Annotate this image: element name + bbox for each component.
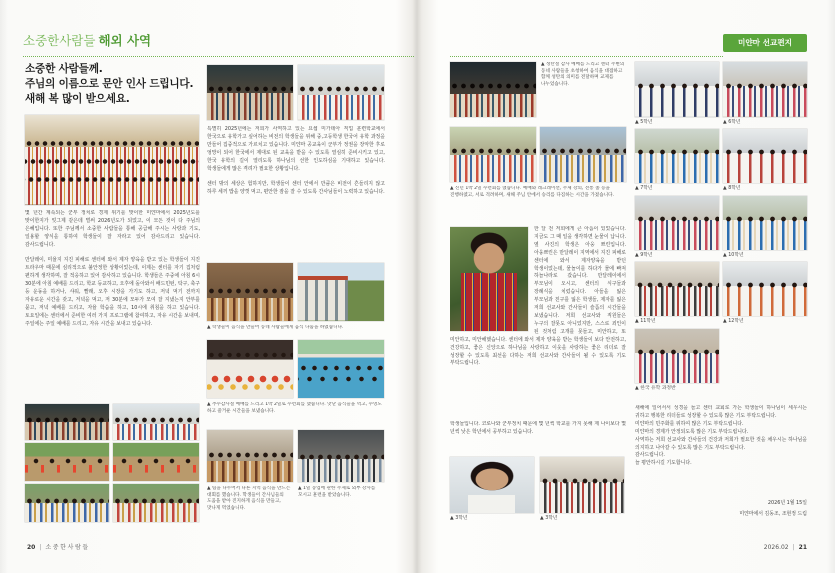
photo-outdoor-activity xyxy=(113,484,199,522)
letter-headline xyxy=(25,62,203,107)
photo-student-portrait xyxy=(450,457,534,513)
prayer-line: 새해에 일어서서 성경을 들고 센터 교회로 가는 학생들이 하나님이 세우시는 귀하고 행복한 리더들로 성장할 수 있도록 많은 기도 부탁드립니다. xyxy=(635,405,807,419)
headline-line: 소중한 사람들께. xyxy=(25,63,103,75)
caption-farming-training: ▲ 1일 농업에 관한 주제로 외부 강사를 모시고 훈련을 받았습니다. xyxy=(298,486,376,498)
photo-village-building xyxy=(298,263,384,321)
photo-outdoor-games xyxy=(25,443,109,481)
photo-grade-11 xyxy=(635,262,719,316)
footer-separator: | xyxy=(39,544,42,551)
photo-memorial-boy xyxy=(450,227,528,331)
photo-outdoor-group xyxy=(25,484,109,522)
letter-signature: 미얀마에서 김동조, 조현정 드림 xyxy=(739,511,807,517)
prayer-line: 늘 평안하시길 기도합니다. xyxy=(635,460,692,467)
photo-dinner-gathering xyxy=(207,65,293,120)
prayer-line: 사역하는 저희 선교사와 간사들의 건강과 저희가 필요한 것을 채우시는 하나님을 의지하고 나아갈 수 있도록 많은 기도 부탁드립니다. xyxy=(635,436,807,451)
memorial-text: 한 달 전 저희에게 큰 아픔이 있었습니다. 지금도 그 때 일을 생각하면 눈물이 납니다. 옆 사진의 학생은 아웅 쁘린입니다. 아웅쁘린은 만달레이 지역에서 지진 피해로 센터에 와서 제자양육을 받던 학생이었는데, 물놀이를 하다가 물에 빠져 하늘나라로 갔습니다. 만달레이에서 부모님이 오시고, 센터의 식구들과 장례식을 치렀습니다. 아들을 잃은 부모님과 친구를 잃은 학생들, 제자를 잃은 저희 선교사와 간사들이 슬픔의 시간들을 보냈습니다. 저희 선교사와 직원들은 누구의 잘못도 아니었지만, 스스로 죄인이 된 것처럼 고개를 못들고, 미안하고, 또 미안하고, 미안해했습니다. 센터에 와서 제자 양육을 받는 학생들이 보다 안전하고, 건강하고, 좋은 신앙으로 하나님을 사랑하고 이웃을 사랑하는 좋은 리더로 잘 성장할 수 있도록 최선을 다하는 저희 선교사와 간사들이 될 수 있도록 기도 부탁드립니다. xyxy=(450,226,626,367)
photo-grade-10 xyxy=(723,196,807,250)
photo-sports-field xyxy=(113,443,199,481)
photo-grade-6 xyxy=(723,62,807,117)
grade-label: ▲ 5학년 xyxy=(635,120,653,125)
grade-label: ▲ 한국 유학 과정반 xyxy=(635,386,676,391)
memorial-section xyxy=(450,226,626,416)
footer-separator: | xyxy=(792,544,795,551)
photo-cooking-sharing xyxy=(207,263,293,321)
grade-label: ▲ 10학년 xyxy=(723,253,744,258)
section-title xyxy=(23,32,151,49)
magazine-name: 소중한사람들 xyxy=(45,544,90,551)
photo-students-group xyxy=(540,457,624,513)
photo-thanksgiving-feast xyxy=(207,340,293,398)
prayer-line: 미얀마의 경제가 안정되도록 많은 기도 부탁드립니다. xyxy=(635,428,749,435)
photo-worship-hall xyxy=(298,65,384,120)
photo-pool-retreat xyxy=(298,340,384,398)
paragraph: 센터 밖의 세상은 험하지만, 학생들이 센터 안에서 만큼은 비전이 흔들리지 않고 하루 세끼 밥을 양껏 먹고, 편안한 잠을 잘 수 있도록 간사님들이 노력하고 있습니다. xyxy=(207,181,385,196)
headline-line: 새해 복 많이 받으세요. xyxy=(25,93,130,105)
grade-label: ▲ 12학년 xyxy=(723,319,744,324)
column1-body-text xyxy=(25,210,200,400)
caption-food-sharing: ▲ 학생들이 음식을 만들어 동네 사람들에게 음식 나눔을 하였습니다. xyxy=(207,325,344,330)
grade-label: ▲ 11학년 xyxy=(635,319,656,324)
photo-label: ▲ 3학년 xyxy=(540,516,558,521)
photo-korea-study-class xyxy=(635,329,719,383)
photo-grade-12 xyxy=(723,262,807,316)
prayer-line: 미얀마의 민주화를 위하여 많은 기도 부탁드립니다. xyxy=(635,420,744,427)
grade-label: ▲ 6학년 xyxy=(723,120,741,125)
grade-label: ▲ 9학년 xyxy=(635,253,653,258)
paragraph: 만달레이, 미율지 지진 피해로 센터에 와서 제자 양육을 받고 있는 학생들이 지진 트라우마 때문에 심리적으로 불안정한 상황이었는데, 이제는 센터를 자기 집처럼 편하게 생각하며, 잘 적응하고 있어 감사하고 있습니다. 학생들은 주중에 아침 6시 30분에 아침 예배를 드리고, 학교 등교하고, 오후에 돌아와서 배드민턴, 탁구, 축구 등 운동을 하거나, 샤워, 빨래, 오후 시장을 가기도 하고, 저녁 먹기 전까지 자유로운 시간을 갖고, 저녁을 먹고, 저 30분에 모두가 모여 잘 지냈는지 안부를 묻고, 저녁 예배를 드리고, 자율 학습을 하고, 10시에 취침을 하고 있습니다. 토요일에는 센터에서 준비한 여러 가지 프로그램에 참여하고, 자유 시간을 보내며, 주일에는 주일 예배를 드리고, 자유 시간을 보내고 있습니다. xyxy=(25,257,200,327)
prayer-requests xyxy=(635,405,807,499)
caption-christmas: ▲ 성탄절 감사 예배를 드리고 센터 주변의 동네 사람들을 초청하여 음식을 대접하고 함께 성탄의 의미를 전달하며 교제를 나누었습니다. xyxy=(541,62,625,87)
photo-students-gathering xyxy=(113,404,199,440)
photo-evening-meal xyxy=(25,404,109,440)
photo-label: ▲ 3학년 xyxy=(450,516,468,521)
photo-grade-8 xyxy=(723,129,807,183)
section-divider xyxy=(23,56,414,57)
letter-date: 2026년 1월 15일 xyxy=(767,500,807,506)
photo-grade-9 xyxy=(635,196,719,250)
prayer-line: 감사드립니다. xyxy=(635,452,665,459)
footer-left xyxy=(27,543,90,552)
section-badge: 미얀마 선교편지 xyxy=(723,34,807,52)
students-text: 학생들입니다. 코로나와 군부정치 때문에 몇 년씩 학교를 가지 못해 제 나이보다 몇 년씩 낮은 학년에서 공부하고 있습니다. xyxy=(450,421,626,435)
paragraph: 몇 년간 계속되는 군부 정치로 경제 위기를 맞이한 미얀마에서 2025년도를 맞이한지가 엊그제 같은데 벌써 2026년도가 되었고, 이 모든 것이 다 주님의 은혜입니다. 또한 주님께서 소중한 사람들을 통해 공급해 주시는 사랑과 기도, 일용할 양식을 통하여 학생들이 잘 자라고 있어 감사드리고 있습니다. 감사드립니다. xyxy=(25,210,200,248)
photo-grade-5 xyxy=(635,62,719,117)
grade-label: ▲ 8학년 xyxy=(723,186,741,191)
section-title-bold: 해외 사역 xyxy=(98,33,152,48)
caption-cooking-contest: ▲ 팀을 나누어서 다른 지역 음식을 만드는 대회를 했습니다. 학생들이 간사님들의 도움을 받아 진지하게 음식을 만들고, 맛나게 먹었습니다. xyxy=(207,486,291,511)
section-divider xyxy=(450,56,723,57)
photo-christmas-meal xyxy=(450,62,536,117)
section-title-light: 소중한사람들 xyxy=(23,33,96,48)
page-number: 21 xyxy=(798,544,807,551)
caption-thanksgiving-retreat: ▲ 추수감사절 예배를 드리고 1박 2일로 수련회를 했습니다. 맛난 음식들을 먹고, 수영도 하고 즐거운 시간들을 보냈습니다. xyxy=(207,402,382,414)
issue-date: 2026.02 xyxy=(763,544,789,551)
photo-retreat-outdoor xyxy=(540,127,626,182)
headline-line: 주님의 이름으로 문안 인사 드립니다. xyxy=(25,78,194,90)
column2-body-text xyxy=(207,126,385,256)
paragraph: 특별히 2025년에는 저희가 사역하고 있는 요셉 미가데아 직업 훈련학교에서 한국으로 유학가고 싶어하는 비전의 학생들을 위해 중,고등학생 한국어 유학 과정을 만들어 집중적으로 가르치고 있습니다. 미얀마 공교육이 군부가 정권을 장악한 후로 엉망이 되어 한국에서 제대로 된 교육을 받을 수 있도록 열심히 준비시키고 있고, 한국 유학의 길이 열리도록 하나님의 선한 인도하심을 기대하고 있습니다. 학생들에게 많은 격려가 필요한 상황입니다. xyxy=(207,126,385,172)
photo-group-students xyxy=(25,115,199,205)
photo-new-year-retreat xyxy=(450,127,536,182)
footer-right xyxy=(700,543,807,552)
caption-new-year-retreat: ▲ 신년 1박 2일 수련회를 했습니다. 예배와 레크레이션, 주제 강의, 전통 춤 등을 진행하였고, 서로 격려하며, 새해 주님 안에서 승리를 다짐하는 시간을 가졌습니다. xyxy=(450,186,614,198)
photo-grade-7 xyxy=(635,129,719,183)
photo-cooking-contest xyxy=(207,430,293,482)
page-number: 20 xyxy=(27,544,36,551)
grade-label: ▲ 7학년 xyxy=(635,186,653,191)
photo-farming-lecture xyxy=(298,430,384,482)
